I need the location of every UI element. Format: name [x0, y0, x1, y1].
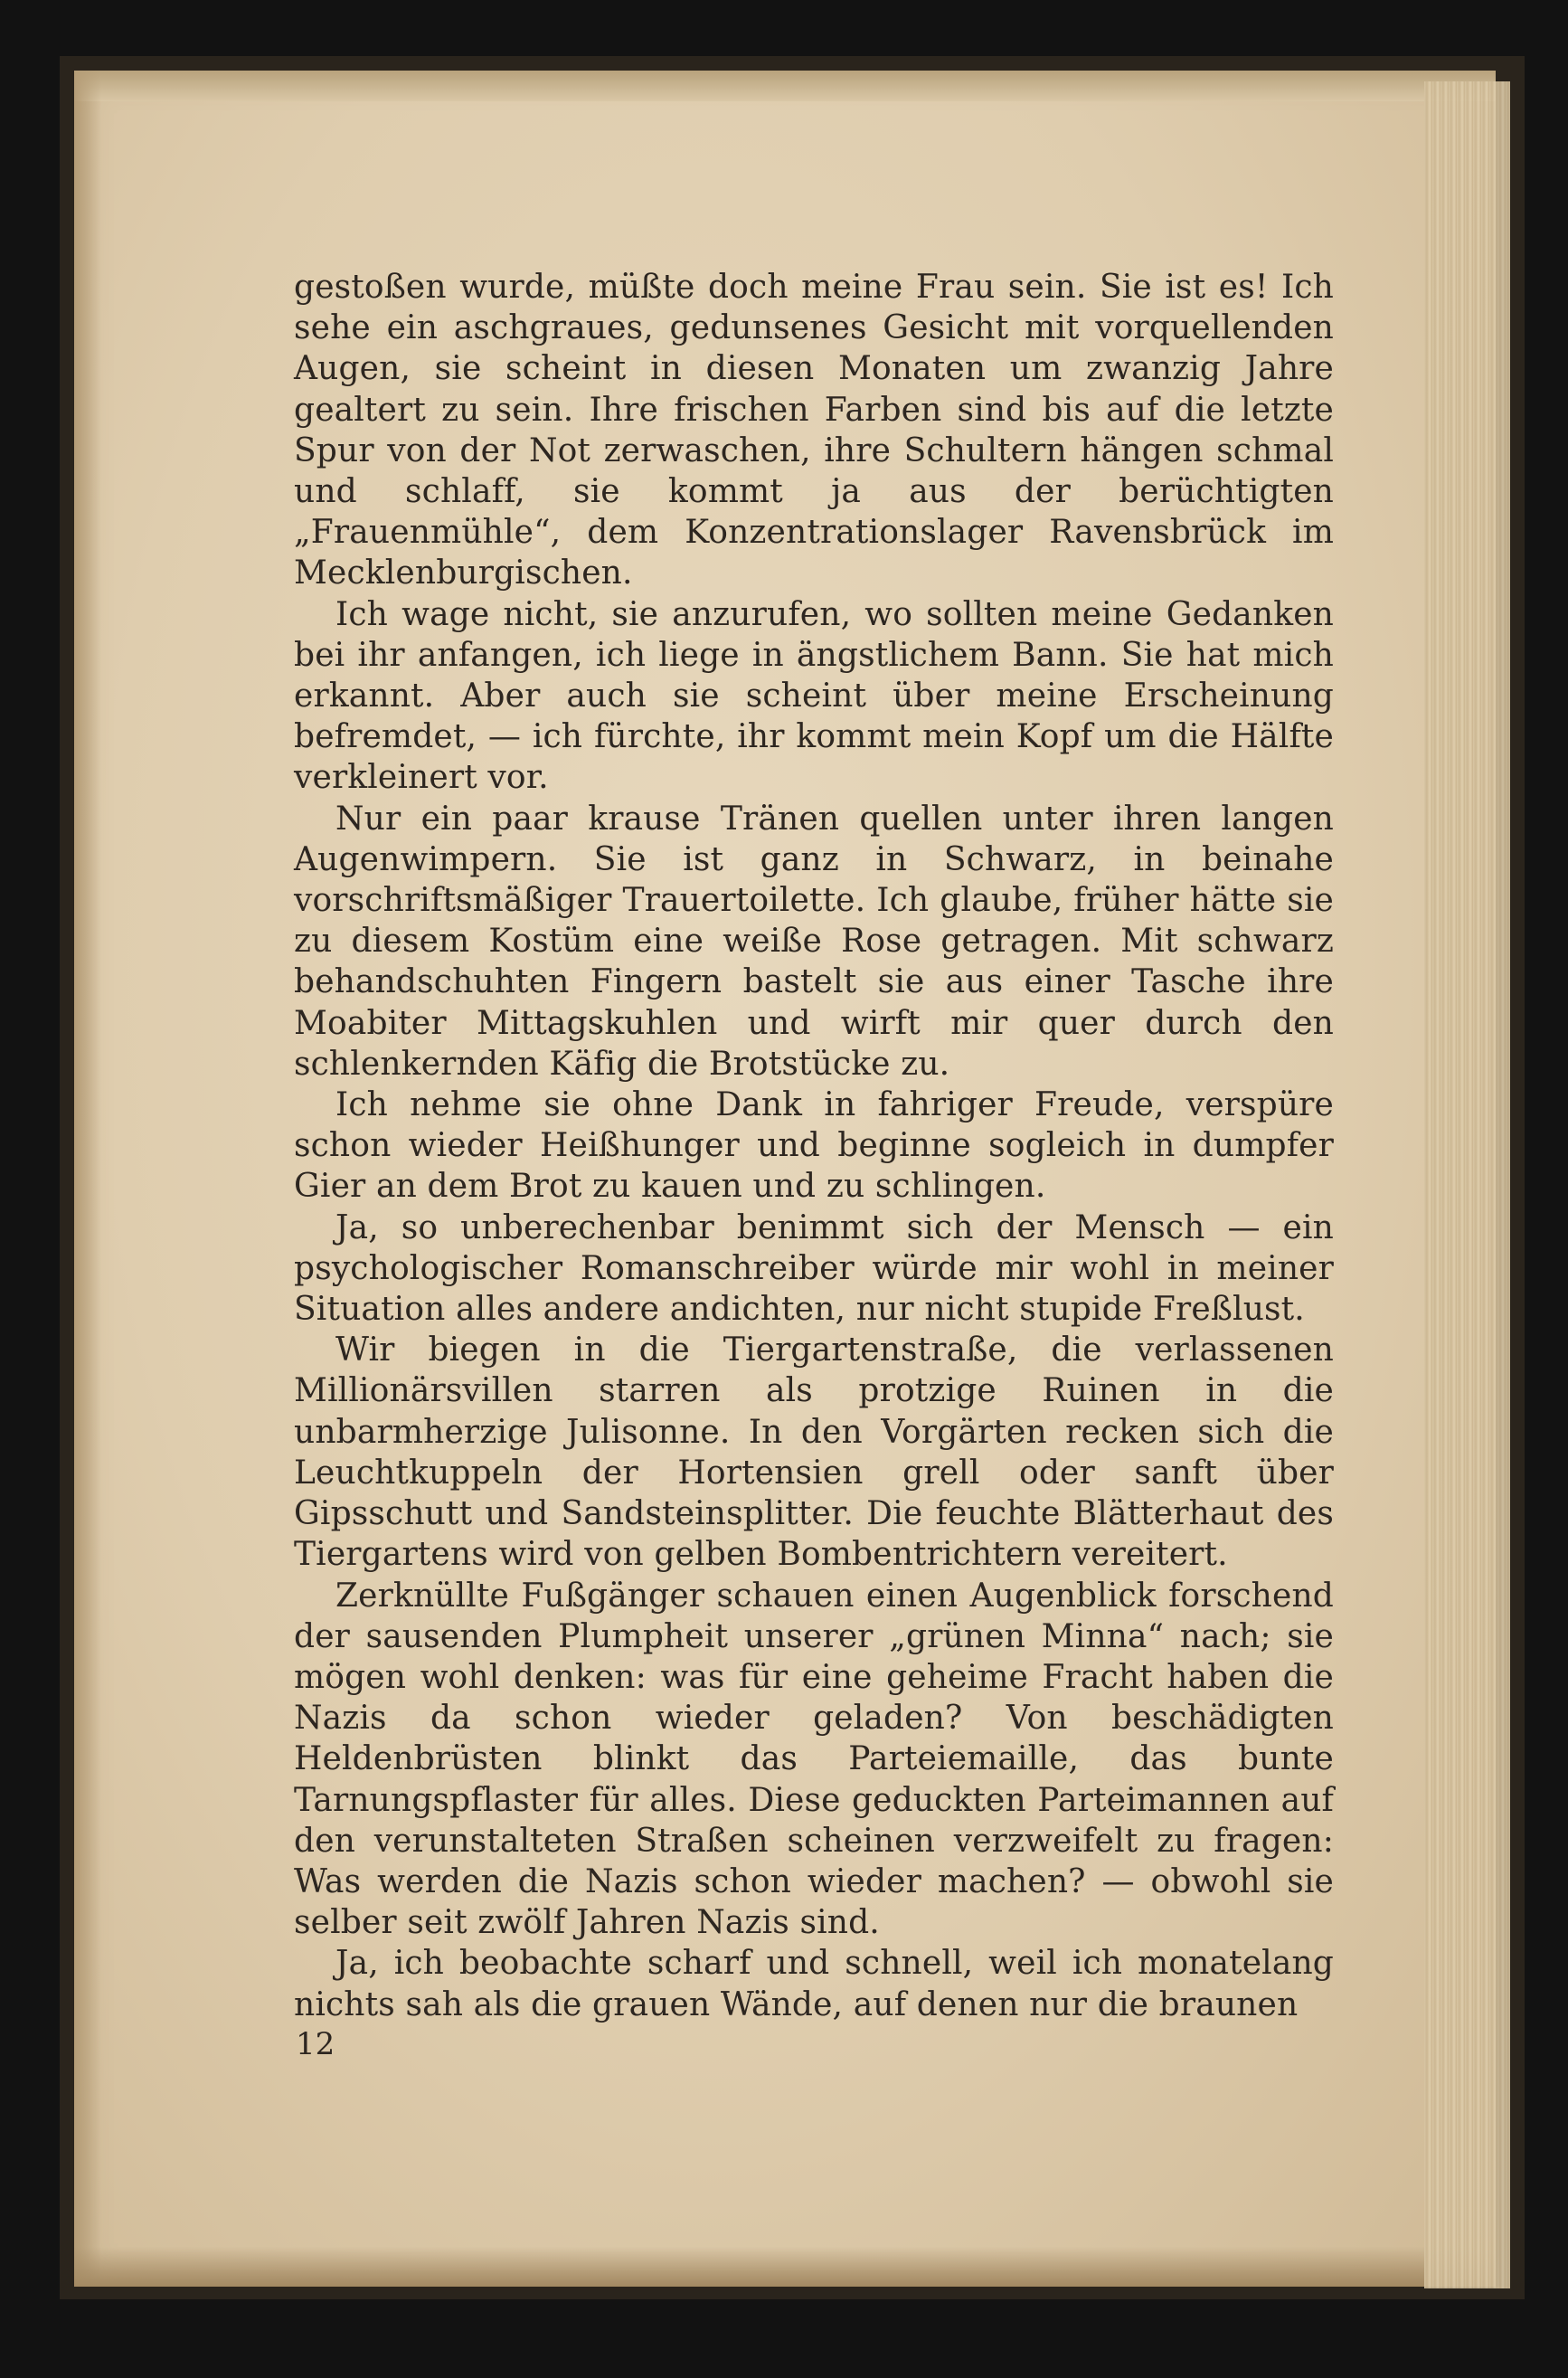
- paragraph: Zerknüllte Fußgänger schauen einen Augenblick forschend der sausenden Plumpheit unserer „grünen Minna“ nach; sie mögen wohl denken: was für eine geheime Fracht haben die Nazis da schon wieder geladen? Von beschädigten Heldenbrüsten blinkt das Parteiemaille, das bunte Tarnungspflaster für alles. Diese geduckten Parteimannen auf den verunstalteten Straßen scheinen verzweifelt zu fragen: Was werden die Nazis schon wieder machen? — obwohl sie selber seit zwölf Jahren Nazis sind.: [294, 1577, 1334, 1942]
- paragraph: Nur ein paar krause Tränen quellen unter ihren langen Augenwimpern. Sie ist ganz in Schwarz, in beinahe vorschriftsmäßiger Trauertoilette. Ich glaube, früher hätte sie zu diesem Kostüm eine weiße Rose getragen. Mit schwarz behandschuhten Fingern bastelt sie aus einer Tasche ihre Moabiter Mittagskuhlen und wirft mir quer durch den schlenkernden Käfig die Brotstücke zu.: [294, 800, 1334, 1083]
- page-top-edge: [74, 71, 1496, 101]
- page-number: 12: [296, 2026, 335, 2062]
- paragraph: Ich wage nicht, sie anzurufen, wo sollten meine Gedanken bei ihr anfangen, ich liege in ängstlichem Bann. Sie hat mich erkannt. Aber auch sie scheint über meine Erscheinung befremdet, — ich fürchte, ihr kommt mein Kopf um die Hälfte verkleinert vor.: [294, 595, 1334, 797]
- page-gutter: [74, 71, 101, 2287]
- page-bottom-edge: [74, 2247, 1496, 2287]
- paragraph: gestoßen wurde, müßte doch meine Frau sein. Sie ist es! Ich sehe ein aschgraues, gedunsenes Gesicht mit vorquellenden Augen, sie scheint in diesen Monaten um zwanzig Jahre gealtert zu sein. Ihre frischen Farben sind bis auf die letzte Spur von der Not zerwaschen, ihre Schultern hängen schmal und schlaff, sie kommt ja aus der berüchtigten „Frauenmühle“, dem Konzentrationslager Ravensbrück im Mecklenburgischen.: [294, 269, 1334, 592]
- paragraph: Wir biegen in die Tiergartenstraße, die verlassenen Millionärsvillen starren als protzige Ruinen in die unbarmherzige Julisonne. In den Vorgärten recken sich die Leuchtkuppeln der Hortensien grell oder sanft über Gipsschutt und Sandsteinsplitter. Die feuchte Blätterhaut des Tiergartens wird von gelben Bombentrichtern vereitert.: [294, 1331, 1334, 1574]
- body-text: [294, 267, 1334, 2025]
- paragraph: Ich nehme sie ohne Dank in fahriger Freude, verspüre schon wieder Heißhunger und beginne sogleich in dumpfer Gier an dem Brot zu kauen und zu schlingen.: [294, 1086, 1334, 1206]
- paragraph: Ja, so unberechenbar benimmt sich der Mensch — ein psychologischer Romanschreiber würde mir wohl in meiner Situation alles andere andichten, nur nicht stupide Freßlust.: [294, 1208, 1334, 1329]
- page-stack-edge: [1424, 81, 1510, 2288]
- paragraph: Ja, ich beobachte scharf und schnell, weil ich monatelang nichts sah als die grauen Wände, auf denen nur die braunen: [294, 1945, 1334, 2023]
